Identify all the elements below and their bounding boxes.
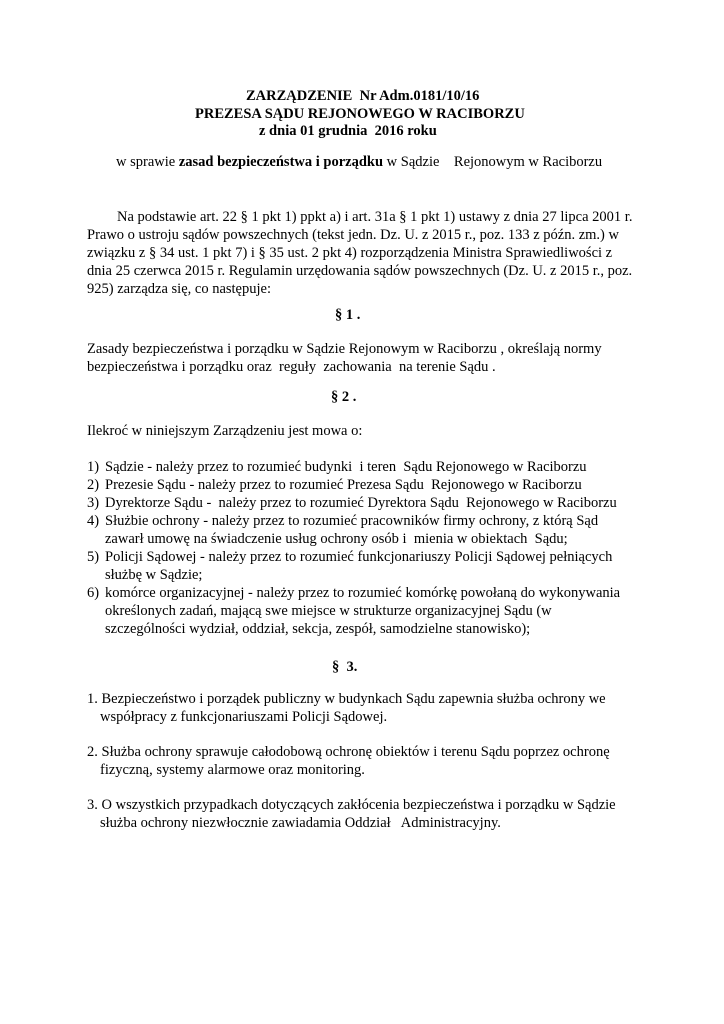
- list-item-cont: szczególności wydział, oddział, sekcja, zespół, samodzielne stanowisko);: [105, 621, 531, 637]
- intro-line: Prawo o ustroju sądów powszechnych (tekst jedn. Dz. U. z 2015 r., poz. 133 z późn. zm.) w: [87, 227, 619, 243]
- list-item-cont: określonych zadań, mającą swe miejsce w strukturze organizacyjnej Sądu (w: [105, 603, 552, 619]
- section-1-title: § 1 .: [335, 307, 361, 323]
- subject-bold: zasad bezpieczeństwa i porządku: [178, 154, 384, 170]
- intro-line: dnia 25 czerwca 2015 r. Regulamin urzędowania sądów powszechnych (Dz. U. z 2015 r., poz.: [87, 263, 633, 279]
- title-line-3: z dnia 01 grudnia 2016 roku: [259, 123, 437, 139]
- numbered-paragraph-cont: służba ochrony niezwłocznie zawiadamia Oddział Administracyjny.: [100, 815, 501, 831]
- subject-suffix: w Sądzie Rejonowym w Raciborzu: [383, 154, 603, 170]
- section-3-title: § 3.: [332, 659, 358, 675]
- list-item: Prezesie Sądu - należy przez to rozumieć Prezesa Sądu Rejonowego w Raciborzu: [105, 477, 582, 493]
- section-1-line: Zasady bezpieczeństwa i porządku w Sądzie Rejonowym w Raciborzu , określają normy: [87, 341, 602, 357]
- section-1-line: bezpieczeństwa i porządku oraz reguły zachowania na terenie Sądu .: [87, 359, 496, 375]
- numbered-paragraph-cont: współpracy z funkcjonariuszami Policji Sądowej.: [100, 709, 388, 725]
- list-item-num: 4): [87, 513, 100, 529]
- list-item-num: 1): [87, 459, 100, 475]
- section-2-intro: Ilekroć w niniejszym Zarządzeniu jest mowa o:: [87, 423, 363, 439]
- list-item: Sądzie - należy przez to rozumieć budynki i teren Sądu Rejonowego w Raciborzu: [105, 459, 587, 475]
- list-item-num: 5): [87, 549, 100, 565]
- numbered-paragraph: 1. Bezpieczeństwo i porządek publiczny w budynkach Sądu zapewnia służba ochrony we: [87, 691, 606, 707]
- intro-line: Na podstawie art. 22 § 1 pkt 1) ppkt a) i art. 31a § 1 pkt 1) ustawy z dnia 27 lipca 2001 r.: [117, 209, 633, 225]
- list-item: Dyrektorze Sądu - należy przez to rozumieć Dyrektora Sądu Rejonowego w Raciborzu: [105, 495, 617, 511]
- list-item-num: 6): [87, 585, 100, 601]
- title-line-2: PREZESA SĄDU REJONOWEGO W RACIBORZU: [195, 106, 525, 122]
- list-item: komórce organizacyjnej - należy przez to rozumieć komórkę powołaną do wykonywania: [105, 585, 621, 601]
- list-item-num: 3): [87, 495, 100, 511]
- list-item: Policji Sądowej - należy przez to rozumieć funkcjonariuszy Policji Sądowej pełniących: [105, 549, 613, 565]
- list-item-cont: służbę w Sądzie;: [105, 567, 203, 583]
- numbered-paragraph: 3. O wszystkich przypadkach dotyczących zakłócenia bezpieczeństwa i porządku w Sądzie: [87, 797, 616, 813]
- title-line-1: ZARZĄDZENIE Nr Adm.0181/10/16: [246, 88, 480, 104]
- list-item: Służbie ochrony - należy przez to rozumieć pracowników firmy ochrony, z którą Sąd: [105, 513, 599, 529]
- list-item-num: 2): [87, 477, 100, 493]
- numbered-paragraph-cont: fizyczną, systemy alarmowe oraz monitoring.: [100, 762, 365, 778]
- intro-line: 925) zarządza się, co następuje:: [87, 281, 271, 297]
- subject-line: [116, 153, 602, 171]
- intro-line: związku z § 34 ust. 1 pkt 7) i § 35 ust. 2 pkt 4) rozporządzenia Ministra Sprawiedliwości z: [87, 245, 613, 261]
- numbered-paragraph: 2. Służba ochrony sprawuje całodobową ochronę obiektów i terenu Sądu poprzez ochronę: [87, 744, 610, 760]
- subject-prefix: w sprawie: [116, 154, 179, 170]
- section-2-title: § 2 .: [331, 389, 357, 405]
- list-item-cont: zawarł umowę na świadczenie usług ochrony osób i mienia w obiektach Sądu;: [105, 531, 568, 547]
